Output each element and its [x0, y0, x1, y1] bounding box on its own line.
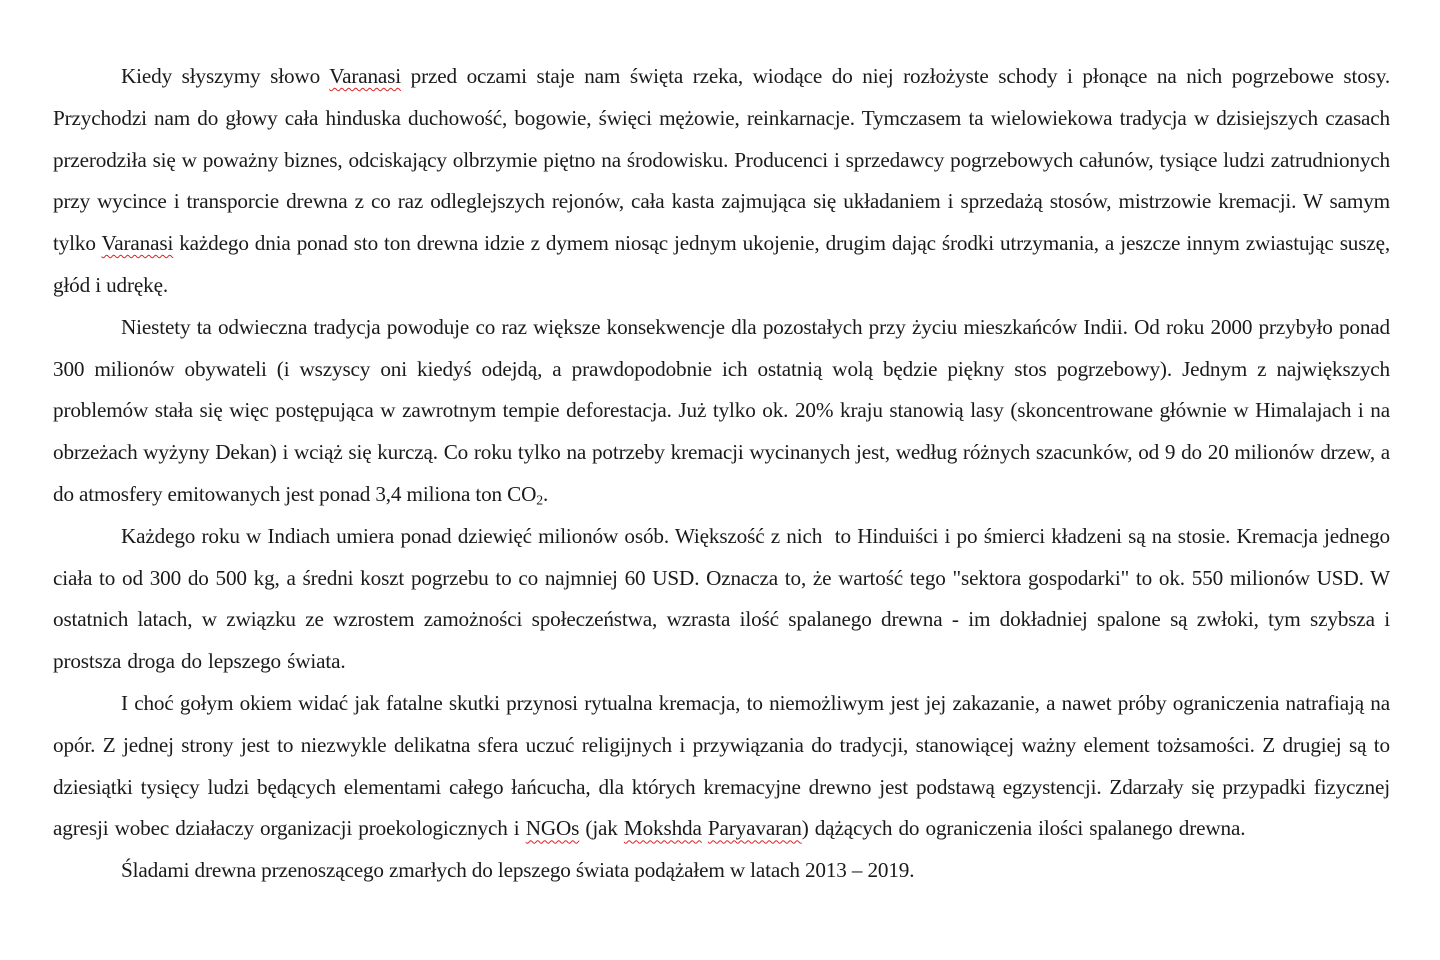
subscript-text: 2: [536, 492, 543, 508]
text-segment: .: [542, 481, 549, 506]
spellcheck-error-word[interactable]: Varanasi: [329, 64, 402, 88]
paragraph-2: [53, 307, 1390, 516]
paragraph-5: [53, 850, 1390, 892]
spellcheck-error-word[interactable]: NGOs: [525, 816, 580, 841]
paragraph-1: [53, 56, 1390, 307]
text-segment: I choć gołym okiem widać jak fatalne skutki przynosi rytualna kremacja, to niemożliwym jest jej zakazanie, a nawet próby ograniczenia natrafiają na opór. Z jednej strony jest to niezwykle delikatna sfera uczuć religijnych i przywiązania do tradycji, stanowiącej ważny element tożsamości. Z drugiej są to dziesiątki tysięcy ludzi będących elementami całego łańcucha, dla których kremacyjne drewno jest podstawą egzystencji. Zdarzały się przypadki fizycznej agresji wobec działaczy organizacji proekologicznych i: [53, 690, 1390, 841]
text-segment: Kiedy słyszymy słowo: [121, 64, 330, 88]
text-segment: każdego dnia ponad sto ton drewna idzie z dymem niosąc jednym ukojenie, drugim dając środki utrzymania, a jeszcze innym zwiastując suszę, głód i udrękę.: [53, 231, 1390, 297]
paragraph-4: [53, 683, 1390, 850]
spellcheck-error-word[interactable]: Varanasi: [101, 231, 174, 256]
text-segment: (jak: [579, 816, 624, 841]
text-segment: przed oczami staje nam święta rzeka, wiodące do niej rozłożyste schody i płonące na nich pogrzebowe stosy. Przychodzi nam do głowy cała hinduska duchowość, bogowie, święci mężowie, reinkarnacje. Tymczasem ta wielowiekowa tradycja w dzisiejszych czasach przerodziła się w poważny biznes, odciskający olbrzymie piętno na środowisku. Producenci i sprzedawcy pogrzebowych całunów, tysiące ludzi zatrudnionych przy wycince i transporcie drewna z co raz odleglejszych rejonów, cała kasta zajmująca się układaniem i sprzedażą stosów, mistrzowie kremacji. W samym tylko: [53, 64, 1390, 256]
paragraph-3: [53, 516, 1397, 683]
text-segment: Niestety ta odwieczna tradycja powoduje co raz większe konsekwencje dla pozostałych przy życiu mieszkańców Indii. Od roku 2000 przybyło ponad 300 milionów obywateli (i wszyscy oni kiedyś odejdą, a prawdopodobnie ich ostatnią wolą będzie piękny stos pogrzebowy). Jednym z największych problemów stała się więc postępująca w zawrotnym tempie deforestacja. Już tylko ok. 20% kraju stanowią lasy (skoncentrowane głównie w Himalajach i na obrzeżach wyżyny Dekan) i wciąż się kurczą. Co roku tylko na potrzeby kremacji wycinanych jest, według różnych szacunków, od 9 do 20 milionów drzew, a do atmosfery emitowanych jest ponad 3,4 miliona ton CO: [53, 314, 1390, 506]
text-segment: ) dążących do ograniczenia ilości spalanego drewna.: [801, 816, 1246, 841]
text-segment: Każdego roku w Indiach umiera ponad dziewięć milionów osób. Większość z nich to Hinduiści i po śmierci kładzeni są na stosie. Kremacja jednego ciała to od 300 do 500 kg, a średni koszt pogrzebu to co najmniej 60 USD. Oznacza to, że wartość tego "sektora gospodarki" to ok. 550 milionów USD. W ostatnich latach, w związku ze wzrostem zamożności społeczeństwa, wzrasta ilość spalanego drewna - im dokładniej spalone są zwłoki, tym szybsza i prostsza droga do lepszego świata.: [53, 523, 1397, 674]
spellcheck-error-word[interactable]: Mokshda: [623, 816, 702, 841]
document-page[interactable]: [53, 56, 1397, 892]
spellcheck-error-word[interactable]: Paryavaran: [707, 816, 802, 841]
text-segment: Śladami drewna przenoszącego zmarłych do lepszego świata podążałem w latach 2013 – 2019.: [121, 858, 915, 883]
